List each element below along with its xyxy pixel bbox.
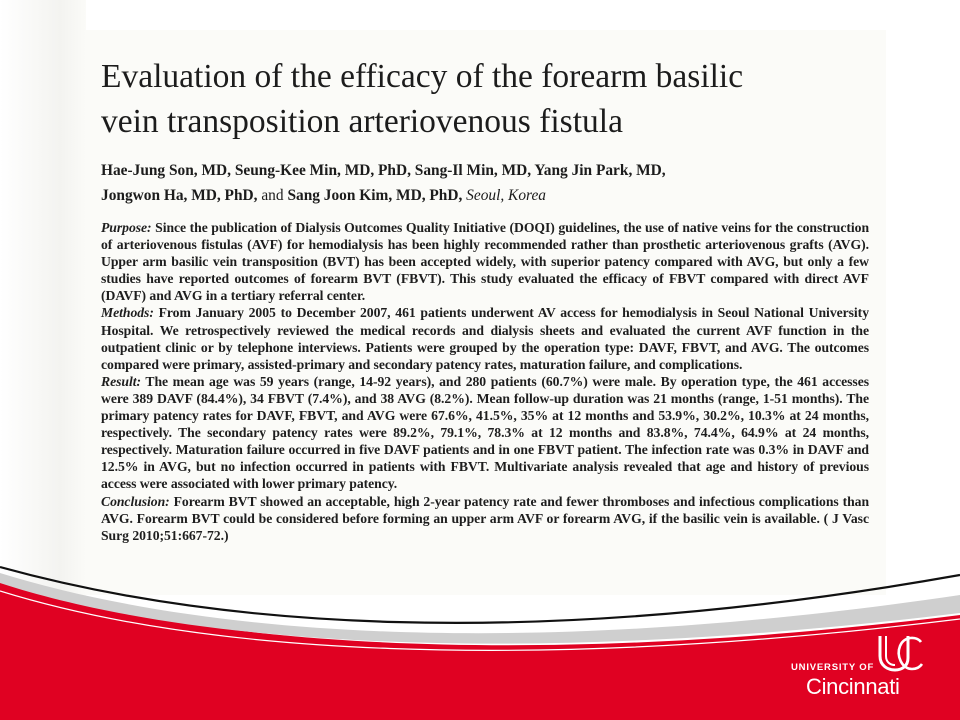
- title-line-1: Evaluation of the efficacy of the forearm basilic: [101, 58, 744, 95]
- result-paragraph: [101, 373, 869, 493]
- purpose-label: Purpose:: [101, 220, 152, 235]
- conclusion-paragraph: [101, 493, 869, 544]
- result-text: The mean age was 59 years (range, 14-92 years), and 280 patients (60.7%) were male. By operation type, the 461 accesses were 389 DAVF (84.4%), 34 FBVT (7.4%), and 38 AVG (8.2%). Mean follow-up duration was 21 months (range, 1-51 months). The primary patency rates for DAVF, FBVT, and AVG were 67.6%, 41.5%, 35% at 12 months and 53.9%, 30.2%, 10.3% at 24 months, respectively. The secondary patency rates were 89.2%, 79.1%, 78.3% at 12 months and 83.8%, 74.4%, 64.9% at 24 months, respectively. Maturation failure occurred in five DAVF patients and in one FBVT patient. The infection rate was 0.3% in DAVF and 12.5% in AVG, but no infection occurred in patients with FBVT. Multivariate analysis revealed that age and history of previous access were associated with lower primary patency.: [101, 373, 869, 492]
- result-label: Result:: [101, 373, 141, 389]
- authors-last: Sang Joon Kim, MD, PhD,: [287, 187, 463, 204]
- methods-paragraph: [101, 304, 869, 372]
- purpose-paragraph: [101, 219, 869, 304]
- purpose-text: Since the publication of Dialysis Outcomes Quality Initiative (DOQI) guidelines, the use of native veins for the construction of arteriovenous fistulas (AVF) for hemodialysis has been highly recommended rather than prosthetic arteriovenous grafts (AVG). Upper arm basilic vein transposition (BVT) has been accepted widely, with superior patency compared with AVG, but only a few studies have reported outcomes of forearm BVT (FBVT). This study evaluated the efficacy of FBVT compared with direct AVF (DAVF) and AVG in a tertiary referral center.: [101, 220, 870, 304]
- article-title: [101, 54, 881, 144]
- university-city: Cincinnati: [806, 674, 900, 699]
- university-label: UNIVERSITY OF: [791, 662, 875, 673]
- uc-monogram-logo: [874, 634, 924, 672]
- methods-label: Methods:: [101, 305, 154, 321]
- conclusion-text: Forearm BVT showed an acceptable, high 2-year patency rate and fewer thromboses and infectious complications than AVG. Forearm BVT could be considered before forming an upper arm AVF or forearm AVG, if the basilic vein is available.: [101, 493, 870, 526]
- abstract: [101, 219, 869, 544]
- conclusion-label: Conclusion:: [101, 493, 170, 509]
- author-list: [101, 158, 861, 208]
- citation: ( J Vasc Surg 2010;51:667-72.): [101, 510, 869, 543]
- authors-and: and: [261, 187, 284, 204]
- authors-line-2: Jongwon Ha, MD, PhD,: [101, 187, 258, 204]
- authors-line-1: Hae-Jung Son, MD, Seung-Kee Min, MD, PhD, Sang-Il Min, MD, Yang Jin Park, MD,: [101, 162, 666, 179]
- title-line-2: vein transposition arteriovenous fistula: [101, 103, 623, 140]
- scan-edge-shadow: [0, 0, 86, 600]
- methods-text: From January 2005 to December 2007, 461 patients underwent AV access for hemodialysis in Seoul National University Hospital. We retrospectively reviewed the medical records and dialysis sheets and evaluated the current AVF function in the outpatient clinic or by telephone interviews. Patients were grouped by the operation type: DAVF, FBVT, and AVG. The outcomes compared were primary, assisted-primary and secondary patency rates, maturation failure, and complications.: [101, 305, 869, 372]
- author-location: Seoul, Korea: [466, 187, 546, 204]
